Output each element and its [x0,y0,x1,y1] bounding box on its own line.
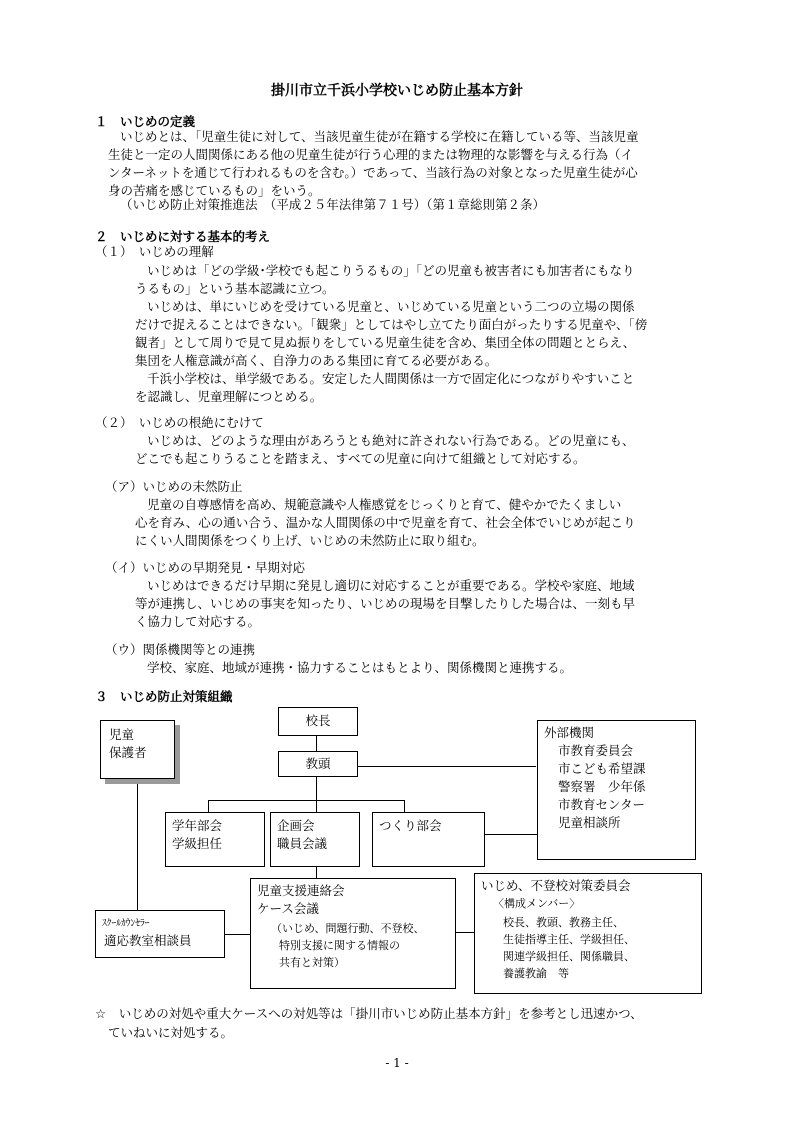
s1-line-1: いじめとは、「児童生徒に対して、当該児童生徒が在籍する学校に在籍している等、当該児童 [120,129,639,144]
note-line-1: ☆ いじめの対処や重大ケースへの対処等は「掛川市いじめ防止基本方針」を参考とし迅速かつ、 [95,1006,643,1021]
liaison-line-4: 特別支援に関する情報の [279,939,400,952]
committee-member-4: 養護教諭 等 [503,967,569,980]
s1-line-5: （いじめ防止対策推進法 （平成２５年法律第７１号）（第１章総則第２条） [120,197,546,212]
s2-1-line-7: 千浜小学校は、単学級である。安定した人間関係は一方で固定化につながりやすいこと [147,371,635,386]
page-number: - 1 - [385,1056,409,1070]
s2-1-line-8: を認識し、児童理解につとめる。 [135,389,323,404]
tsukuri-label: つくり部会 [379,818,442,833]
s2-1-line-5: 観者」として周りで見て見ぬ振りをしている児童生徒を含め、集団全体の問題ととらえ、 [135,335,636,350]
s2-1-line-3: いじめは、単にいじめを受けている児童と、いじめている児童という二つの立場の関係 [147,299,635,314]
section-2-heading: ２ いじめに対する基本的考え [95,229,271,244]
parents-label-2: 保護者 [109,745,147,760]
section-1-heading: １ いじめの定義 [95,114,196,129]
external-agencies-box [537,720,696,860]
page-title: 掛川市立千浜小学校いじめ防止基本方針 [271,83,523,99]
grade-meeting-box [165,812,265,867]
committee-member-1: 校長、教頭、教務主任、 [503,916,624,929]
s2-u-line-1: 学校、家庭、地域が連携・協力することはもとより、関係機関と連携する。 [147,660,573,675]
connector-vice-branch [316,777,317,800]
tsukuri-meeting-box [372,812,485,867]
s2-a-line-3: にくい人間関係をつくり上げ、いじめの未然防止に取り組む。 [135,533,485,548]
counselor-line-2: 適応教室相談員 [104,933,192,948]
liaison-line-1: 児童支援連絡会 [257,883,345,898]
connector-principal-vice [316,736,317,751]
parents-box [100,720,175,779]
s2-1-line-1: いじめは「どの学級･学校でも起こりうるもの」「どの児童も被害者にも加害者にもなり [147,263,635,278]
s2-i-line-3: く協力して対応する。 [135,614,261,629]
plan-label-2: 職員会議 [277,836,328,851]
s2-i-line-1: いじめはできるだけ早期に発見し適切に対応することが重要である。学校や家庭、地域 [147,578,635,593]
s2-1-line-6: 集団を人権意識が高く、自浄力のある集団に育てる必要がある。 [135,353,498,368]
liaison-box [250,878,456,989]
external-item-5: 児童相談所 [558,815,621,830]
connector-vice-external [358,766,536,767]
liaison-line-5: 共有と対策） [279,956,345,969]
liaison-line-3: （いじめ、問題行動、不登校、 [271,922,425,935]
committee-heading: いじめ、不登校対策委員会 [481,878,631,893]
s2-a-line-1: 児童の自尊感情を高め、規範意識や人権感覚をじっくりと育て、健やかでたくましい [147,497,622,512]
connector-to-tsukuri [404,800,405,812]
grade-label-1: 学年部会 [172,818,223,833]
connector-liaison-committee [456,932,474,933]
section-3-heading: ３ いじめ防止対策組織 [95,689,233,704]
connector-counselor-liaison [225,934,250,935]
s1-line-4: 身の苦痛を感じているもの」をいう。 [108,183,321,198]
s2-i-line-2: 等が連携し、いじめの事実を知ったり、いじめの現場を目撃したりした場合は、一刻も早 [135,596,636,611]
committee-box [474,873,702,994]
principal-box [278,707,358,736]
planning-meeting-box [270,812,360,867]
s2-2-heading: （２） いじめの根絶にむけて [95,415,264,430]
s2-a-heading: （ア）いじめの未然防止 [105,479,243,494]
vice-principal-label: 教頭 [305,756,331,771]
external-item-4: 市教育センター [558,797,646,812]
external-item-2: 市こども希望課 [558,761,646,776]
parents-label-1: 児童 [109,727,135,742]
s2-i-heading: （イ）いじめの早期発見・早期対応 [105,560,306,575]
s1-line-3: ンターネットを通じて行われるものを含む。）であって、当該行為の対象となった児童生徒が心 [108,165,638,180]
committee-member-3: 関連学級担任、関係職員、 [503,950,635,963]
connector-tsukuri-external [485,834,537,835]
liaison-line-2: ケース会議 [257,901,319,916]
s2-2-line-2: どこでも起こりうることを踏まえ、すべての児童に向けて組織として対応する。 [135,451,586,466]
connector-plan-liaison [316,867,317,878]
committee-member-2: 生徒指導主任、学級担任、 [503,933,635,946]
s2-a-line-2: 心を育み、心の通い合う、温かな人間関係の中で児童を育て、社会全体でいじめが起こり [135,515,636,530]
committee-members-label: 〈構成メンバー〉 [493,897,581,910]
connector-parents-counselor [137,779,138,910]
s2-1-heading: （１） いじめの理解 [95,244,214,259]
grade-label-2: 学級担任 [172,836,223,851]
counselor-box [95,910,225,958]
external-item-1: 市教育委員会 [558,743,634,758]
external-heading: 外部機関 [544,725,595,740]
s2-1-line-4: だけで捉えることはできない。「観衆」としてはやし立てたり面白がったりする児童や、「傍 [135,317,648,332]
connector-to-plan [316,800,317,812]
counselor-line-1: ｽｸｰﾙｶｳﾝｾﾗｰ [102,918,150,929]
external-item-3: 警察署 少年係 [558,779,646,794]
connector-to-grade [208,800,209,812]
vice-principal-box [278,751,358,777]
s2-u-heading: （ウ）関係機関等との連携 [105,642,256,657]
principal-label: 校長 [305,713,331,728]
s2-1-line-2: うるもの」という基本認識に立つ。 [135,281,335,296]
connector-branch-horizontal [208,800,404,801]
s2-2-line-1: いじめは、どのような理由があろうとも絶対に許されない行為である。どの児童にも、 [147,433,635,448]
s1-line-2: 生徒と一定の人間関係にある他の児童生徒が行う心理的または物理的な影響を与える行為（イ [108,147,634,162]
plan-label-1: 企画会 [277,818,315,833]
note-line-2: ていねいに対処する。 [108,1025,234,1040]
